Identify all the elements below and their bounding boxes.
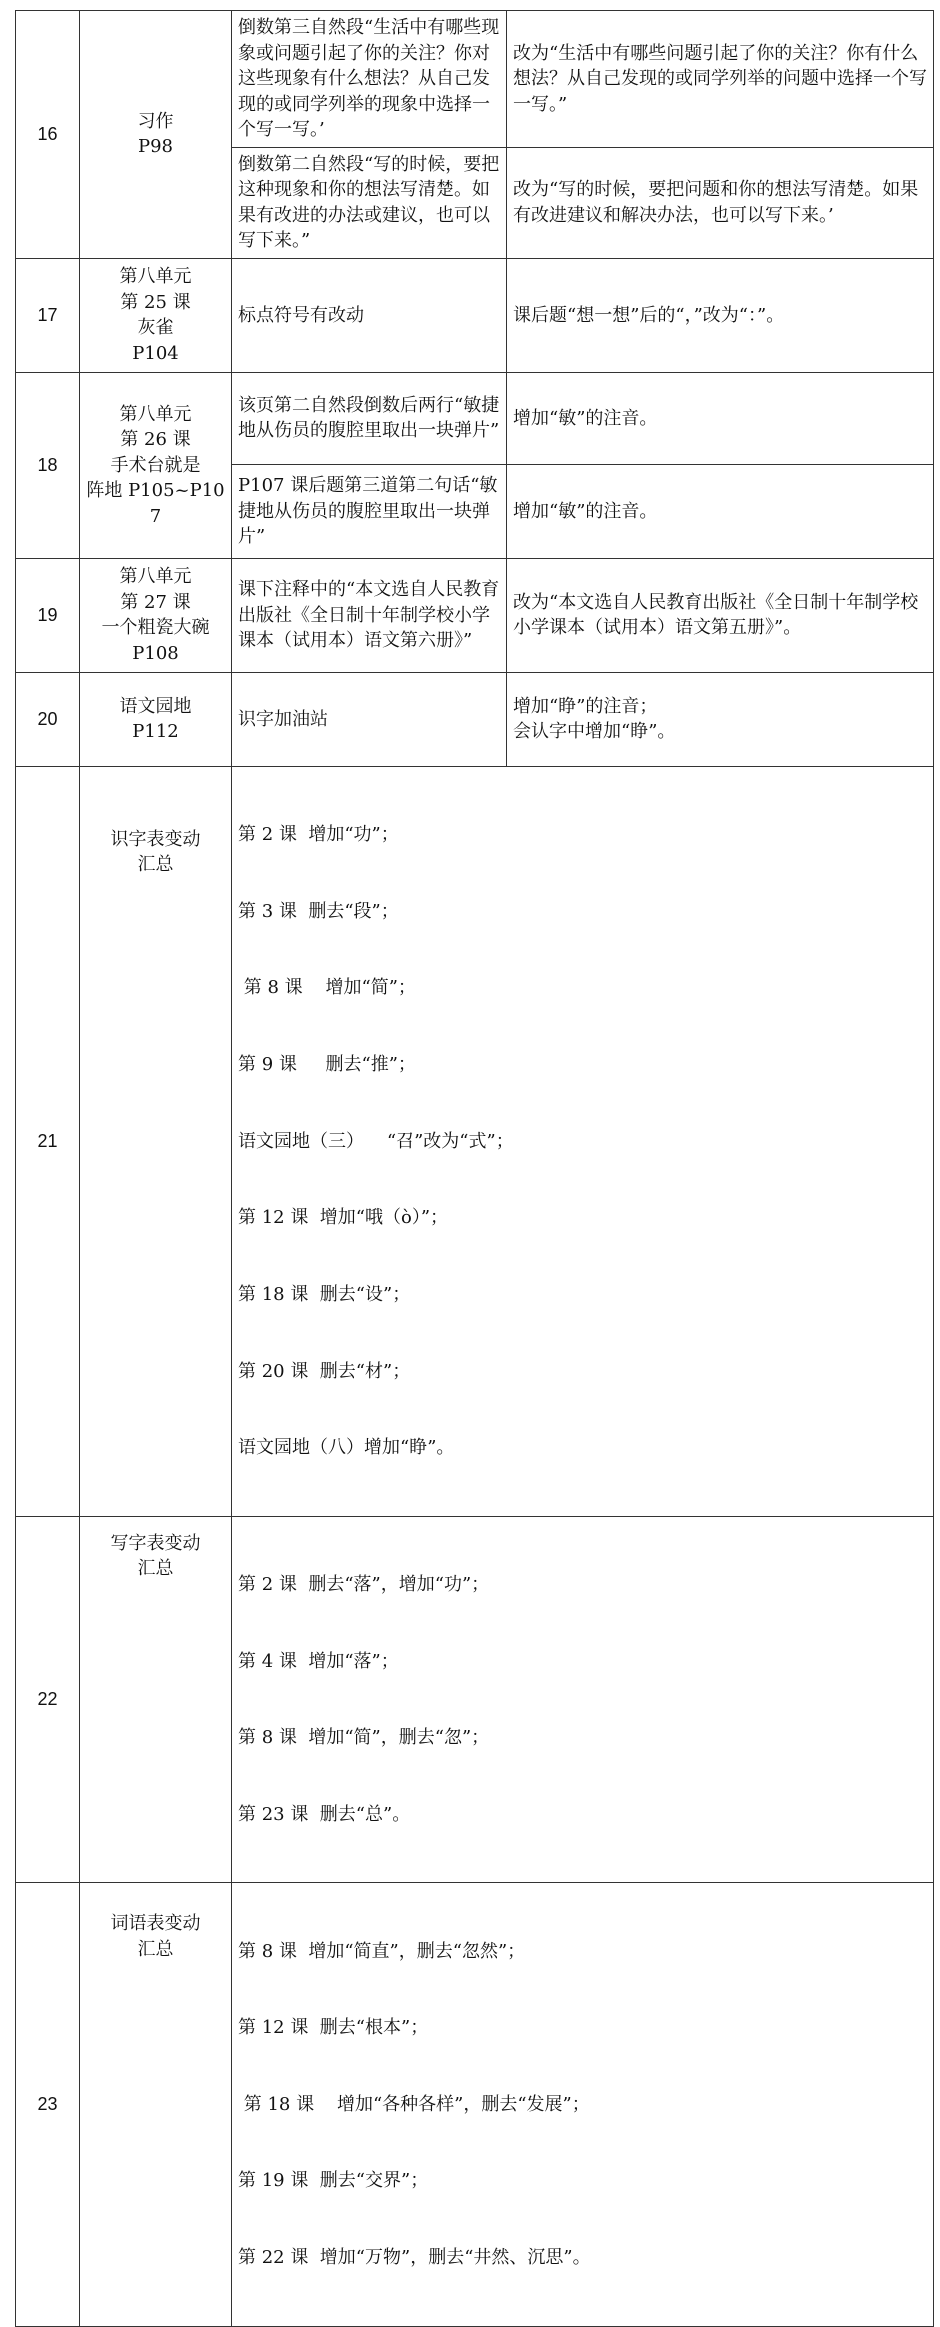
location-cell [80,372,232,558]
location-cell [80,1883,232,2326]
summary-line: 第 12 课 删去“根本”； [238,2017,429,2039]
location-cell [80,558,232,672]
location-line: 阵地 P105~P107 [86,480,225,527]
table-row [16,11,934,148]
summary-line: 第 8 课 增加“简直”，删去“忽然”； [238,1940,526,1962]
summary-line: 语文园地（三） “召”改为“式”； [238,1130,514,1152]
summary-line: 第 8 课 增加“简”，删去“忽”； [238,1727,490,1749]
location-line: 习作 [137,110,174,132]
location-line: 汇总 [137,1558,174,1580]
row-number: 18 [16,372,80,558]
row-number: 16 [16,11,80,259]
location-line: P98 [137,136,173,158]
row-number: 17 [16,258,80,372]
table-row [16,558,934,672]
change-text-cell: 增加“敏”的注音。 [507,372,934,464]
summary-line: 第 3 课 删去“段”； [238,900,399,922]
summary-line: 第 2 课 删去“落”，增加“功”； [238,1573,490,1595]
summary-line: 第 8 课 增加“简”； [238,977,416,999]
row-number: 21 [16,766,80,1516]
location-cell [80,672,232,766]
revision-table [15,10,934,2327]
location-cell [80,11,232,259]
location-line: 一个粗瓷大碗 [101,617,210,639]
summary-line: 第 18 课 增加“各种各样”，删去“发展”； [238,2093,590,2115]
location-line: 写字表变动 [110,1532,201,1554]
summary-cell [232,1883,934,2326]
summary-line: 第 20 课 删去“材”； [238,1360,411,1382]
summary-line: 第 19 课 删去“交界”； [238,2170,429,2192]
change-text-cell: 增加“敏”的注音。 [507,464,934,558]
location-line: 汇总 [137,854,174,876]
change-text-cell: 改为“生活中有哪些问题引起了你的关注？你有什么想法？从自己发现的或同学列举的问题中选择一个写一写。” [507,11,934,148]
location-line: 汇总 [137,1938,174,1960]
location-line: 第八单元 [119,566,192,588]
location-line: 识字表变动 [110,828,201,850]
original-text-cell: 标点符号有改动 [232,258,507,372]
table-row [16,372,934,464]
original-text-cell: 识字加油站 [232,672,507,766]
summary-line: 语文园地（八）增加“睁”。 [238,1437,455,1459]
row-number: 23 [16,1883,80,2326]
location-line: P104 [132,342,179,364]
location-line: 第八单元 [119,266,192,288]
summary-line: 第 9 课 删去“推”； [238,1053,416,1075]
summary-line: 第 18 课 删去“设”； [238,1283,411,1305]
table-row [16,258,934,372]
original-text-cell: P107 课后题第三道第二句话“敏捷地从伤员的腹腔里取出一块弹片” [232,464,507,558]
table-row [16,1516,934,1883]
table-row [16,1883,934,2326]
change-text-cell: 增加“睁”的注音； 会认字中增加“睁”。 [507,672,934,766]
table-row [16,672,934,766]
location-line: P108 [132,642,179,664]
row-number: 19 [16,558,80,672]
summary-cell [232,1516,934,1883]
location-line: P112 [132,721,179,743]
location-line: 灰雀 [137,317,174,339]
location-line: 第 25 课 [120,291,191,313]
change-text-cell: 课后题“想一想”后的“，”改为“：”。 [507,258,934,372]
table-row [16,766,934,1516]
original-text-cell: 倒数第二自然段“写的时候，要把这种现象和你的想法写清楚。如果有改进的办法或建议，也可以写下来。” [232,147,507,258]
location-line: 手术台就是 [110,454,201,476]
location-line: 语文园地 [119,695,192,717]
location-cell [80,258,232,372]
summary-line: 第 4 课 增加“落”； [238,1650,399,1672]
original-text-cell: 倒数第三自然段“生活中有哪些现象或问题引起了你的关注？你对这些现象有什么想法？从自己发现的或同学列举的现象中选择一个写一写。’ [232,11,507,148]
location-line: 第八单元 [119,403,192,425]
location-cell [80,1516,232,1883]
row-number: 22 [16,1516,80,1883]
original-text-cell: 课下注释中的“本文选自人民教育出版社《全日制十年制学校小学课本（试用本）语文第六册》” [232,558,507,672]
change-text-cell: 改为“写的时候，要把问题和你的想法写清楚。如果有改进建议和解决办法，也可以写下来。’ [507,147,934,258]
location-cell [80,766,232,1516]
location-line: 第 27 课 [120,591,191,613]
summary-line: 第 2 课 增加“功”； [238,824,399,846]
summary-line: 第 12 课 增加“哦（ò）”； [238,1207,449,1229]
row-number: 20 [16,672,80,766]
location-line: 第 26 课 [120,429,191,451]
summary-cell [232,766,934,1516]
summary-line: 第 23 课 删去“总”。 [238,1803,411,1825]
change-text-cell: 改为“本文选自人民教育出版社《全日制十年制学校小学课本（试用本）语文第五册》”。 [507,558,934,672]
original-text-cell: 该页第二自然段倒数后两行“敏捷地从伤员的腹腔里取出一块弹片” [232,372,507,464]
location-line: 词语表变动 [110,1913,201,1935]
summary-line: 第 22 课 增加“万物”，删去“井然、沉思”。 [238,2247,591,2269]
